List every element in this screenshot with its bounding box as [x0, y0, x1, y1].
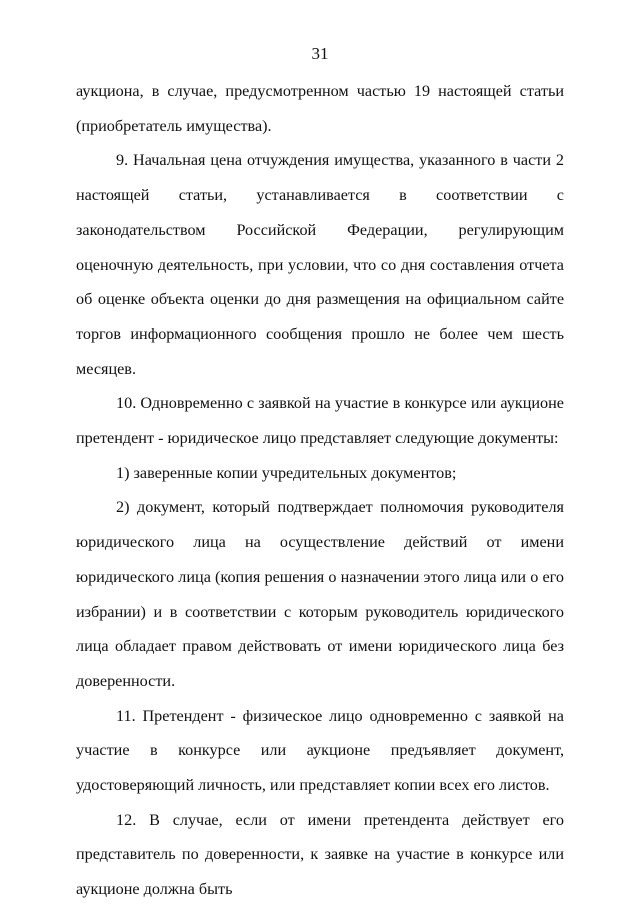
- paragraph-12: 12. В случае, если от имени претендента действует его представитель по доверенности, к заявке на участие в конкурсе или аукционе должна быть: [76, 810, 564, 899]
- paragraph-10: 10. Одновременно с заявкой на участие в конкурсе или аукционе претендент - юридическое лицо представляет следующие документы:: [76, 394, 564, 448]
- page-number: 31: [311, 44, 329, 63]
- paragraph-11: 11. Претендент - физическое лицо одновременно с заявкой на участие в конкурсе или аукционе предъявляет документ, удостоверяющий личность, или представляет копии всех его листов.: [76, 706, 564, 795]
- page-body: [76, 74, 564, 907]
- paragraph-continuation: аукциона, в случае, предусмотренном частью 19 настоящей статьи (приобретатель имущества).: [76, 82, 564, 135]
- paragraph-10-item-2: 2) документ, который подтверждает полномочия руководителя юридического лица на осуществление действий от имени юридического лица (копия решения о назначении этого лица или о его избрании) и в соответствии с которым руководитель юридического лица обладает правом действовать от имени юридического лица без доверенности.: [76, 498, 564, 690]
- paragraph-10-item-1: 1) заверенные копии учредительных документов;: [116, 463, 457, 482]
- paragraph-9: 9. Начальная цена отчуждения имущества, указанного в части 2 настоящей статьи, устанавливается в соответствии с законодательством Российской Федерации, регулирующим оценочную деятельность, при условии, что со дня составления отчета об оценке объекта оценки до дня размещения на официальном сайте торгов информационного сообщения прошло не более чем шесть месяцев.: [76, 151, 564, 378]
